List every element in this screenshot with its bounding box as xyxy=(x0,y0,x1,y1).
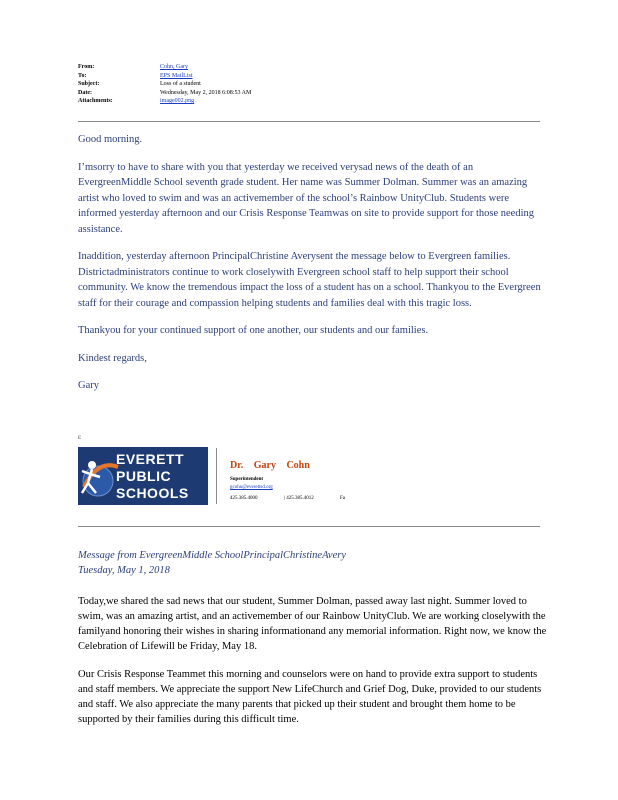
date-label: Date: xyxy=(78,89,92,96)
sign-off: Gary xyxy=(78,380,99,391)
email-header xyxy=(78,63,251,106)
email-signature xyxy=(78,436,548,510)
signature-phone: 425.385.4000 xyxy=(230,496,258,501)
greeting: Good morning. xyxy=(78,134,143,145)
signature-name: Dr. Gary Cohn xyxy=(230,460,310,471)
message-date: Tuesday, May 1, 2018 xyxy=(78,565,170,576)
to-value[interactable]: EPS MailList xyxy=(160,72,193,79)
body-paragraph-3: Thankyou for your continued support of one another, our students and our families. xyxy=(78,325,429,336)
attachment-link[interactable]: image002.png xyxy=(160,98,195,105)
subject-value: Loss of a student xyxy=(160,81,201,88)
message-paragraph-2: Our Crisis Response Teammet this morning and counselors were on hand to provide extra support to students and staff members. We appreciate the support New LifeChurch and Grief Dog, Duke, provided to our students and staff. We also appreciate the many parents that picked up their student and brought them home to be supported by their families during this difficult time. xyxy=(78,669,542,725)
subject-label: Subject: xyxy=(78,81,100,88)
signature-fax-label: Fa xyxy=(340,496,345,501)
logo-line-1: EVERETT xyxy=(116,451,185,467)
closing: Kindest regards, xyxy=(78,352,147,364)
forwarded-message-body xyxy=(78,594,548,740)
message-paragraph-1: Today,we shared the sad news that our student, Summer Dolman, passed away last night. Summer loved to swim, was an amazing artist, and an activemember of our Rainbow UnityClub. We are working closelywith the familyand honoring their wishes in sharing informationand any memorial information. Right now, we know the Celebration of Lifewill be Friday, May 18. xyxy=(78,596,547,652)
body-paragraph-2: Inaddition, yesterday afternoon PrincipalChristine Averysent the message below to Evergreen families. Districtadministrators continue to work closelywith Evergreen school staff to help support their school community. We know the tremendous impact the loss of a student has on a school. Thankyou to the Evergreen staff for their courage and compassion helping students and families deal with this tragic loss. xyxy=(78,251,541,309)
from-value[interactable]: Cohn, Gary xyxy=(160,64,188,70)
date-value: Wednesday, May 2, 2018 6:08:53 AM xyxy=(160,89,252,96)
body-paragraph-1: I’msorry to have to share with you that yesterday we received verysad news of the death of an EvergreenMiddle School seventh grade student. Her name was Summer Dolman. Summer was an amazing artist who loved to swim and was an activemember of the school’s Rainbow UnityClub. Students were informed yesterday afternoon and our Crisis Response Teamwas on site to provide support for those needing assistance. xyxy=(78,161,535,235)
signature-marker: E xyxy=(78,436,82,441)
signature-divider-line xyxy=(78,526,540,527)
signature-divider xyxy=(216,448,217,504)
logo-line-2: PUBLIC xyxy=(116,468,172,484)
signature-title: Superintendent xyxy=(230,477,264,482)
header-divider xyxy=(78,121,540,122)
from-label: From: xyxy=(78,64,95,70)
district-logo xyxy=(78,447,208,505)
attachments-label: Attachments: xyxy=(78,98,113,105)
forwarded-message-header xyxy=(78,548,548,578)
signature-email-link[interactable]: gcohn@everettsd.org xyxy=(230,485,273,490)
message-heading: Message from EvergreenMiddle SchoolPrincipalChristineAvery xyxy=(78,550,346,561)
to-label: To: xyxy=(78,72,87,79)
signature-fax: | 425.385.4012 xyxy=(284,496,314,501)
email-body xyxy=(78,132,548,406)
logo-line-3: SCHOOLS xyxy=(116,485,189,501)
